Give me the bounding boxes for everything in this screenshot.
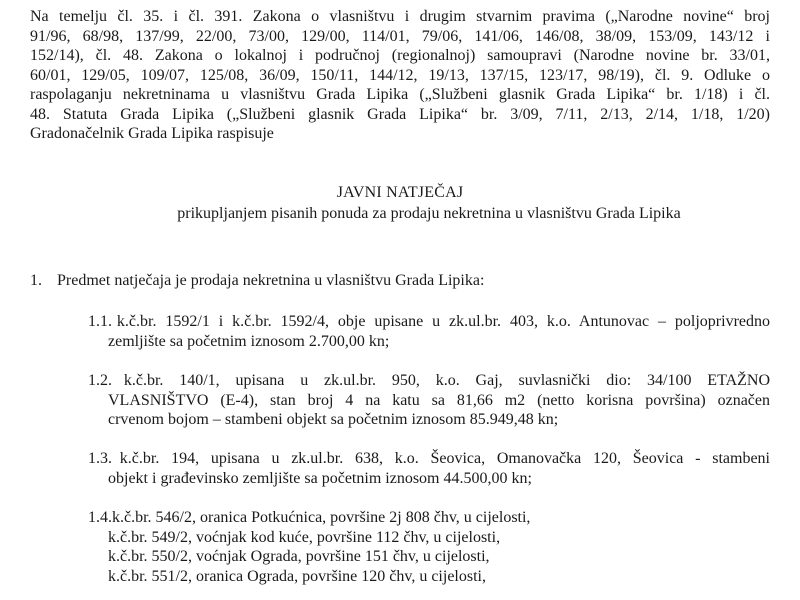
intro-line: 60/01, 129/05, 109/07, 125/08, 36/09, 150/11, 144/12, 19/13, 137/15, 123/17, 98/19), čl. 9. Odluke o bbox=[30, 66, 770, 84]
intro-line: 91/96, 68/98, 137/99, 22/00, 73/00, 129/00, 114/01, 79/06, 141/06, 146/08, 38/09, 153/09, 143/12 i bbox=[30, 27, 770, 45]
intro-line: Na temelju čl. 35. i čl. 391. Zakona o vlasništvu i drugim stvarnim pravima („Narodne novine“ broj bbox=[30, 8, 770, 25]
intro-line: Gradonačelnik Grada Lipika raspisuje bbox=[30, 125, 274, 142]
section-1-heading bbox=[30, 271, 484, 291]
list-item-1-4 bbox=[88, 508, 770, 586]
item-line: VLASNIŠTVO (E-4), stan broj 4 na katu sa 81,66 m2 (netto korisna površina) označen bbox=[108, 391, 770, 409]
intro-paragraph bbox=[30, 7, 770, 144]
list-item-1-1 bbox=[88, 312, 770, 351]
item-number: 1.1. bbox=[88, 313, 112, 330]
item-number: 1.3. bbox=[88, 450, 112, 467]
item-line: k.č.br. 551/2, oranica Ograda, površine 120 čhv, u cijelosti, bbox=[108, 567, 486, 585]
intro-line: raspolaganju nekretninama u vlasništvu Grada Lipika („Službeni glasnik Grada Lipika“ br. 1/18) i čl. bbox=[30, 86, 770, 103]
item-line: objekt i građevinsko zemljište sa početnim iznosom 44.500,00 kn; bbox=[108, 469, 532, 487]
item-line: 1.2. k.č.br. 140/1, upisana u zk.ul.br. 950, k.o. Gaj, suvlasnički dio: 34/100 ETAŽNO bbox=[88, 372, 771, 389]
item-number: 1.2. bbox=[88, 372, 112, 389]
item-line: k.č.br. 550/2, voćnjak Ograda, površine 151 čhv, u cijelosti, bbox=[108, 548, 490, 565]
item-line: 1.3. k.č.br. 194, upisana u zk.ul.br. 638, k.o. Šeovica, Omanovačka 120, Šeovica - stambeni bbox=[88, 450, 771, 467]
list-item-1-3 bbox=[88, 449, 770, 488]
item-line: zemljište sa početnim iznosom 2.700,00 kn; bbox=[108, 332, 390, 350]
document-subtitle: prikupljanjem pisanih ponuda za prodaju nekretnina u vlasništvu Grada Lipika bbox=[177, 205, 681, 222]
item-line: 1.1. k.č.br. 1592/1 i k.č.br. 1592/4, obje upisane u zk.ul.br. 403, k.o. Antunovac – poljoprivredno bbox=[88, 313, 771, 330]
section-number: 1. bbox=[30, 272, 42, 289]
item-number: 1.4. bbox=[88, 509, 112, 526]
list-item-1-2 bbox=[88, 371, 770, 430]
item-line: 1.4. k.č.br. 546/2, oranica Potkućnica, površine 2j 808 čhv, u cijelosti, bbox=[88, 509, 531, 526]
item-line: crvenom bojom – stambeni objekt sa početnim iznosom 85.949,48 kn; bbox=[108, 411, 559, 428]
intro-line: 48. Statuta Grada Lipika („Službeni glasnik Grada Lipika“ br. 3/09, 7/11, 2/13, 2/14, 1/18, 1/20) bbox=[30, 105, 770, 123]
item-line: k.č.br. 549/2, voćnjak kod kuće, površine 112 čhv, u cijelosti, bbox=[108, 528, 501, 546]
document-title: JAVNI NATJEČAJ bbox=[336, 184, 464, 201]
intro-line: 152/14), čl. 48. Zakona o lokalnoj i područnoj (regionalnoj) samoupravi (Narodne novine br. 33/01, bbox=[30, 47, 770, 64]
section-text: Predmet natječaja je prodaja nekretnina u vlasništvu Grada Lipika: bbox=[57, 272, 485, 289]
